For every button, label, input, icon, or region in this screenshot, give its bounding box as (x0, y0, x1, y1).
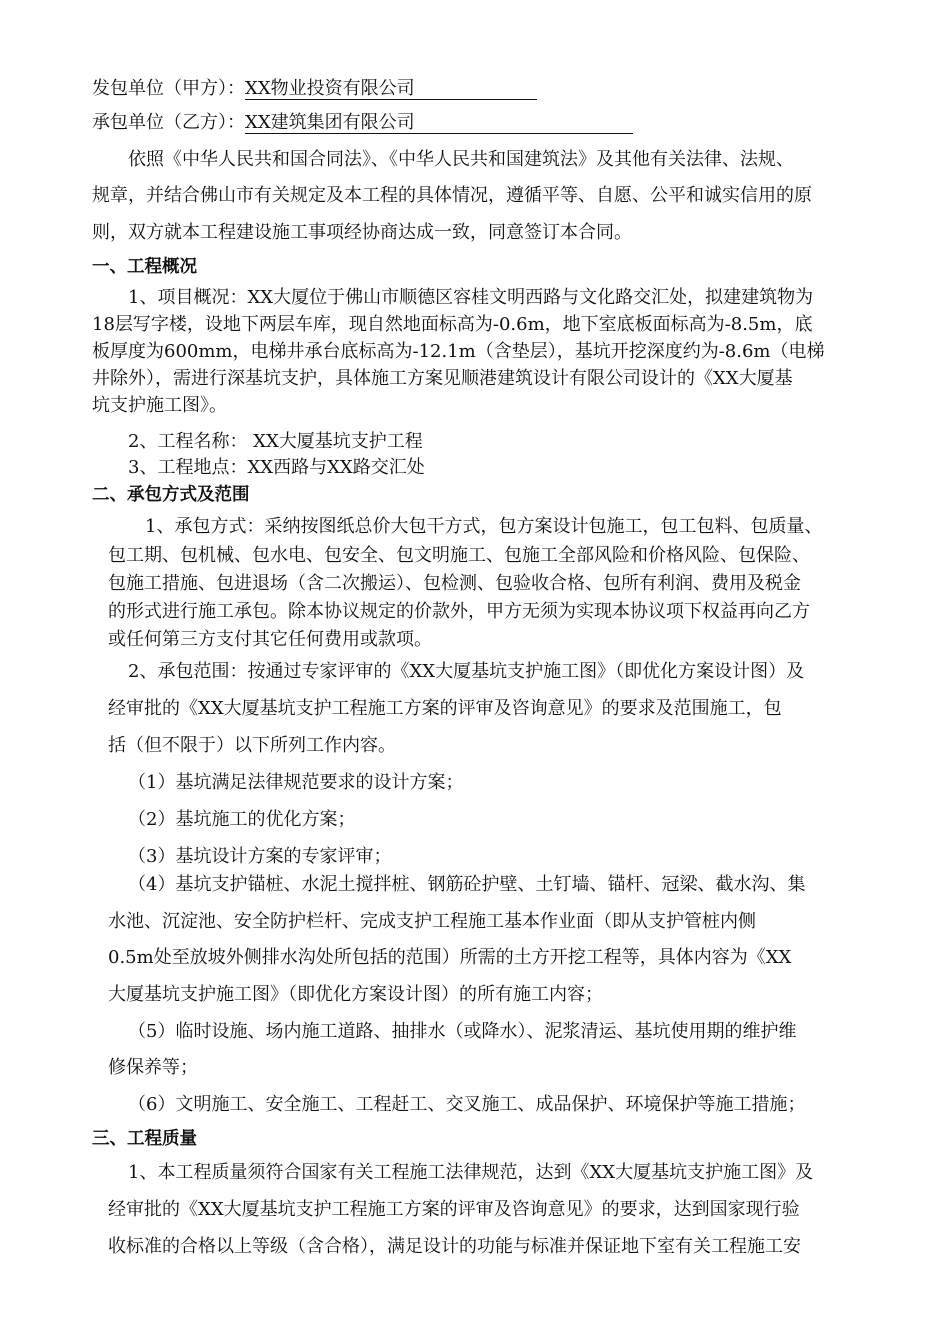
scope-line: 2、承包范围：按通过专家评审的《XX大厦基坑支护施工图》（即优化方案设计图）及 (128, 661, 805, 682)
quality-line: 经审批的《XX大厦基坑支护工程施工方案的评审及咨询意见》的要求，达到国家现行验 (108, 1199, 800, 1220)
preamble-line: 依照《中华人民共和国合同法》、《中华人民共和国建筑法》及其他有关法律、法规、 (128, 149, 794, 170)
party-a-line (92, 78, 537, 100)
scope-item: （1）基坑满足法律规范要求的设计方案； (128, 772, 464, 793)
section-heading: 二、承包方式及范围 (92, 485, 250, 505)
section-heading: 三、工程质量 (92, 1129, 197, 1149)
party-b-value: XX建筑集团有限公司 (245, 113, 633, 134)
overview-line: 板厚度为600mm，电梯井承台底标高为-12.1m（含垫层），基坑开挖深度约为-8.6m（电梯 (92, 341, 825, 362)
method-line: 包施工措施、包进退场（含二次搬运）、包检测、包验收合格、包所有利润、费用及税金 (108, 573, 801, 594)
method-line: 或任何第三方支付其它任何费用或款项。 (108, 629, 432, 650)
quality-line: 收标准的合格以上等级（含合格），满足设计的功能与标准并保证地下室有关工程施工安 (108, 1236, 801, 1257)
quality-line: 1、本工程质量须符合国家有关工程施工法律规范，达到《XX大厦基坑支护施工图》及 (128, 1162, 814, 1183)
overview-line: 1、项目概况：XX大厦位于佛山市顺德区容桂文明西路与文化路交汇处，拟建建筑物为 (128, 287, 814, 308)
scope-item: 大厦基坑支护施工图》（即优化方案设计图）的所有施工内容； (108, 984, 603, 1005)
party-a-label: 发包单位（甲方）： (92, 78, 245, 99)
scope-item: （6）文明施工、安全施工、工程赶工、交叉施工、成品保护、环境保护等施工措施； (128, 1094, 806, 1115)
party-b-line (92, 112, 633, 134)
scope-line: 经审批的《XX大厦基坑支护工程施工方案的评审及咨询意见》的要求及范围施工，包 (108, 698, 782, 719)
method-line: 的形式进行施工承包。除本协议规定的价款外，甲方无须为实现本协议项下权益再向乙方 (108, 601, 810, 622)
preamble-line: 则，双方就本工程建设施工事项经协商达成一致，同意签订本合同。 (92, 222, 632, 243)
overview-line: 18层写字楼，设地下两层车库，现自然地面标高为-0.6m，地下室底板面标高为-8.5m，底 (92, 314, 813, 335)
method-line: 1、承包方式：采纳按图纸总价大包干方式，包方案设计包施工，包工包料、包质量、 (145, 516, 823, 537)
scope-item: 0.5m处至放坡外侧排水沟处所包括的范围）所需的土方开挖工程等，具体内容为《XX (108, 947, 792, 968)
scope-line: 括（但不限于）以下所列工作内容。 (108, 735, 396, 756)
scope-item: 修保养等； (108, 1057, 198, 1078)
scope-item: （4）基坑支护锚桩、水泥土搅拌桩、钢筋砼护壁、土钉墙、锚杆、冠梁、截水沟、集 (128, 874, 806, 895)
party-b-label: 承包单位（乙方）： (92, 112, 245, 133)
scope-item: （5）临时设施、场内施工道路、抽排水（或降水）、泥浆清运、基坑使用期的维护维 (128, 1021, 797, 1042)
section-heading: 一、工程概况 (92, 257, 197, 277)
preamble-line: 规章，并结合佛山市有关规定及本工程的具体情况，遵循平等、自愿、公平和诚实信用的原 (92, 185, 812, 206)
overview-line: 坑支护施工图》。 (92, 395, 227, 416)
scope-item: （3）基坑设计方案的专家评审； (128, 846, 392, 867)
party-a-value: XX物业投资有限公司 (245, 79, 537, 100)
project-name-line: 2、工程名称： XX大厦基坑支护工程 (128, 431, 423, 452)
project-location-line: 3、工程地点：XX西路与XX路交汇处 (128, 457, 425, 478)
scope-item: （2）基坑施工的优化方案； (128, 809, 356, 830)
overview-line: 井除外），需进行深基坑支护，具体施工方案见顺港建筑设计有限公司设计的《XX大厦基 (92, 368, 793, 389)
method-line: 包工期、包机械、包水电、包安全、包文明施工、包施工全部风险和价格风险、包保险、 (108, 545, 810, 566)
scope-item: 水池、沉淀池、安全防护栏杆、完成支护工程施工基本作业面（即从支护管桩内侧 (108, 911, 756, 932)
